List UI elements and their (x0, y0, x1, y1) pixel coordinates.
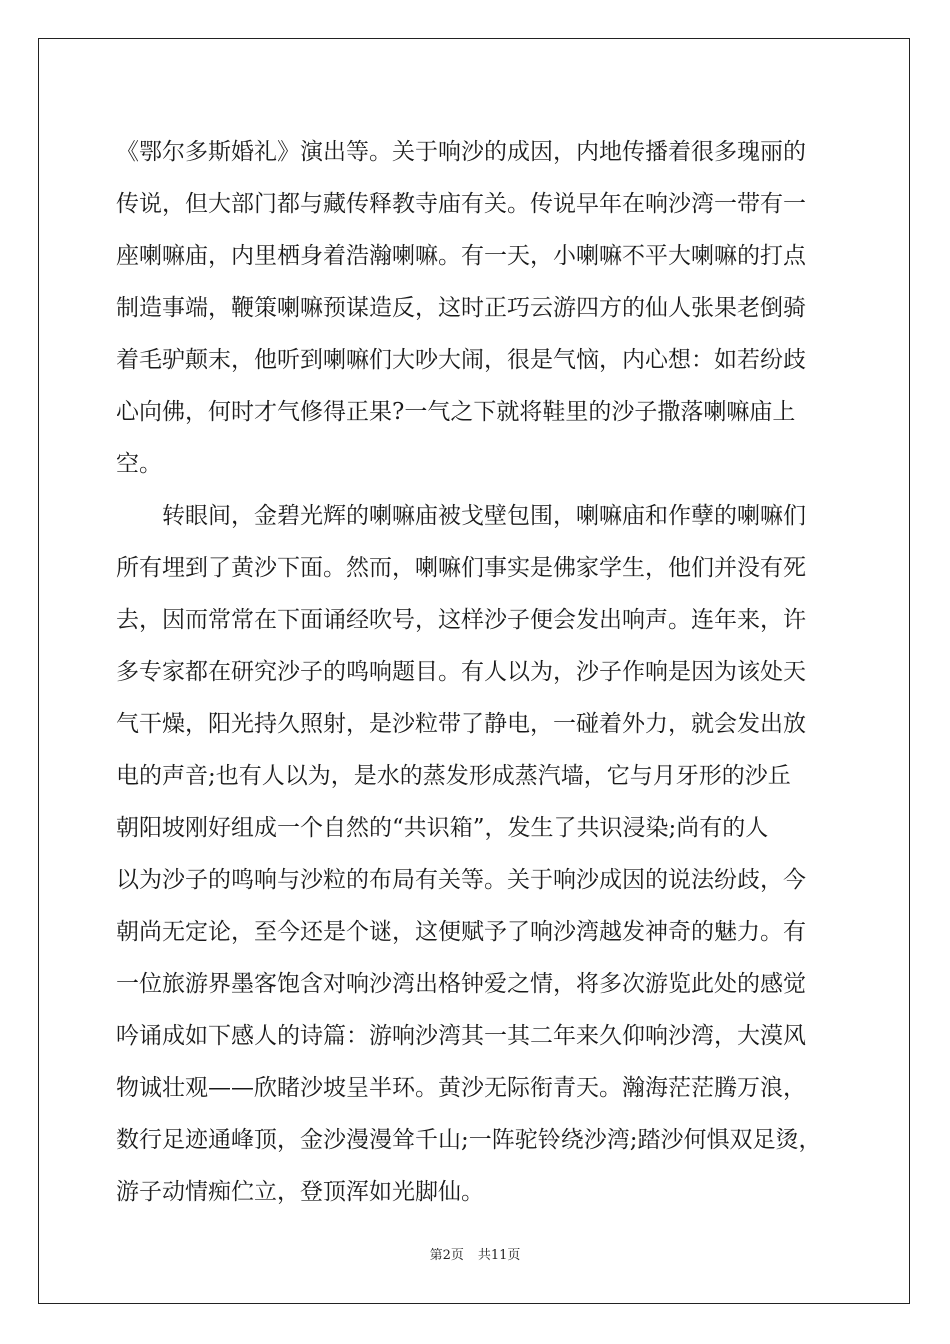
text-line: 传说，但大部门都与藏传释教寺庙有关。传说早年在响沙湾一带有一 (116, 191, 806, 217)
text-line: 一位旅游界墨客饱含对响沙湾出格钟爱之情，将多次游览此处的感觉 (116, 971, 806, 997)
text-line: 转眼间，金碧光辉的喇嘛庙被戈壁包围，喇嘛庙和作孽的喇嘛们 (116, 503, 806, 529)
text-line: 制造事端，鞭策喇嘛预谋造反，这时正巧云游四方的仙人张果老倒骑 (116, 295, 806, 321)
text-line: 去，因而常常在下面诵经吹号，这样沙子便会发出响声。连年来，许 (116, 607, 806, 633)
text-line: 气干燥，阳光持久照射，是沙粒带了静电，一碰着外力，就会发出放 (116, 711, 806, 737)
text-line: 朝阳坡刚好组成一个自然的“共识箱”，发生了共识浸染;尚有的人 (116, 815, 769, 841)
text-line: 吟诵成如下感人的诗篇：游响沙湾其一其二年来久仰响沙湾，大漠风 (116, 1023, 806, 1049)
text-line: 心向佛，何时才气修得正果?一气之下就将鞋里的沙子撒落喇嘛庙上 (116, 399, 796, 425)
text-line: 物诚壮观——欣睹沙坡呈半环。黄沙无际衔青天。瀚海茫茫腾万浪， (116, 1075, 806, 1101)
page-footer (0, 1244, 950, 1263)
text-line: 座喇嘛庙，内里栖身着浩瀚喇嘛。有一天，小喇嘛不平大喇嘛的打点 (116, 243, 806, 269)
text-line: 《鄂尔多斯婚礼》演出等。关于响沙的成因，内地传播着很多瑰丽的 (116, 139, 806, 165)
text-line: 着毛驴颠末，他听到喇嘛们大吵大闹，很是气恼，内心想：如若纷歧 (116, 347, 806, 373)
text-line: 游子动情痴伫立，登顶浑如光脚仙。 (116, 1179, 484, 1205)
text-line: 数行足迹通峰顶，金沙漫漫耸千山;一阵驼铃绕沙湾;踏沙何惧双足烫， (116, 1127, 822, 1153)
text-line: 电的声音;也有人以为，是水的蒸发形成蒸汽墙，它与月牙形的沙丘 (116, 763, 791, 789)
text-line: 朝尚无定论，至今还是个谜，这便赋予了响沙湾越发神奇的魅力。有 (116, 919, 806, 945)
text-line: 以为沙子的鸣响与沙粒的布局有关等。关于响沙成因的说法纷歧，今 (116, 867, 806, 893)
text-line: 所有埋到了黄沙下面。然而，喇嘛们事实是佛家学生，他们并没有死 (116, 555, 806, 581)
text-line: 多专家都在研究沙子的鸣响题目。有人以为，沙子作响是因为该处天 (116, 659, 806, 685)
page-number: 第2页 (429, 1248, 464, 1263)
text-line: 空。 (116, 451, 162, 477)
page-total: 共11页 (477, 1248, 521, 1263)
